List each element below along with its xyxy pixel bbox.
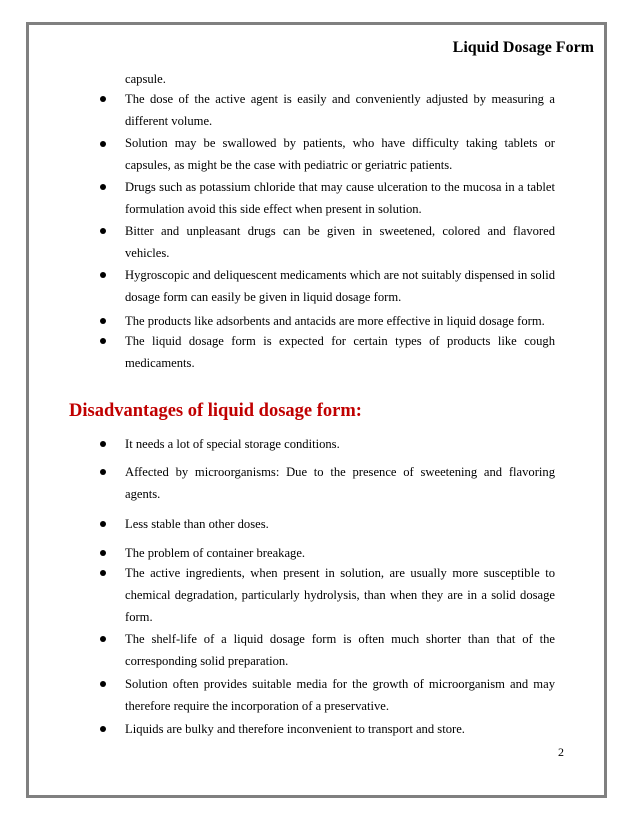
bullet-icon: [100, 141, 106, 147]
bullet-icon: [100, 550, 106, 556]
list-item: Hygroscopic and deliquescent medicaments which are not suitably dispensed in solid dosage form can easily be given in liquid dosage form.: [125, 268, 555, 304]
page-number: 2: [558, 745, 564, 759]
bullet-icon: [100, 441, 106, 447]
list-item: The shelf-life of a liquid dosage form is often much shorter than that of the corresponding solid preparation.: [125, 632, 555, 668]
list-item: The products like adsorbents and antacids are more effective in liquid dosage form.: [125, 314, 545, 328]
bullet-icon: [100, 228, 106, 234]
bullet-icon: [100, 636, 106, 642]
bullet-icon: [100, 726, 106, 732]
list-item: It needs a lot of special storage conditions.: [125, 437, 340, 451]
bullet-icon: [100, 338, 106, 344]
running-header: Liquid Dosage Form: [452, 39, 594, 56]
list-item: Affected by microorganisms: Due to the presence of sweetening and flavoring agents.: [125, 465, 555, 501]
list-item: The active ingredients, when present in solution, are usually more susceptible to chemical degradation, particularly hydrolysis, than when they are in a solid dosage form.: [125, 566, 555, 624]
list-item: Bitter and unpleasant drugs can be given in sweetened, colored and flavored vehicles.: [125, 224, 555, 260]
bullet-icon: [100, 184, 106, 190]
bullet-icon: [100, 96, 106, 102]
bullet-icon: [100, 469, 106, 475]
continuation-text: capsule.: [125, 72, 166, 86]
list-item: The liquid dosage form is expected for certain types of products like cough medicaments.: [125, 334, 555, 370]
bullet-icon: [100, 521, 106, 527]
list-item: Solution may be swallowed by patients, who have difficulty taking tablets or capsules, as might be the case with pediatric or geriatric patients.: [125, 136, 555, 172]
section-heading: Disadvantages of liquid dosage form:: [69, 401, 362, 421]
list-item: The dose of the active agent is easily and conveniently adjusted by measuring a different volume.: [125, 92, 555, 128]
list-item: Drugs such as potassium chloride that may cause ulceration to the mucosa in a tablet formulation avoid this side effect when present in solution.: [125, 180, 555, 216]
list-item: Less stable than other doses.: [125, 517, 269, 531]
bullet-icon: [100, 272, 106, 278]
list-item: Solution often provides suitable media for the growth of microorganism and may therefore require the incorporation of a preservative.: [125, 677, 555, 713]
bullet-icon: [100, 318, 106, 324]
bullet-icon: [100, 681, 106, 687]
list-item: The problem of container breakage.: [125, 546, 306, 560]
list-item: Liquids are bulky and therefore inconvenient to transport and store.: [125, 722, 465, 736]
bullet-icon: [100, 570, 106, 576]
